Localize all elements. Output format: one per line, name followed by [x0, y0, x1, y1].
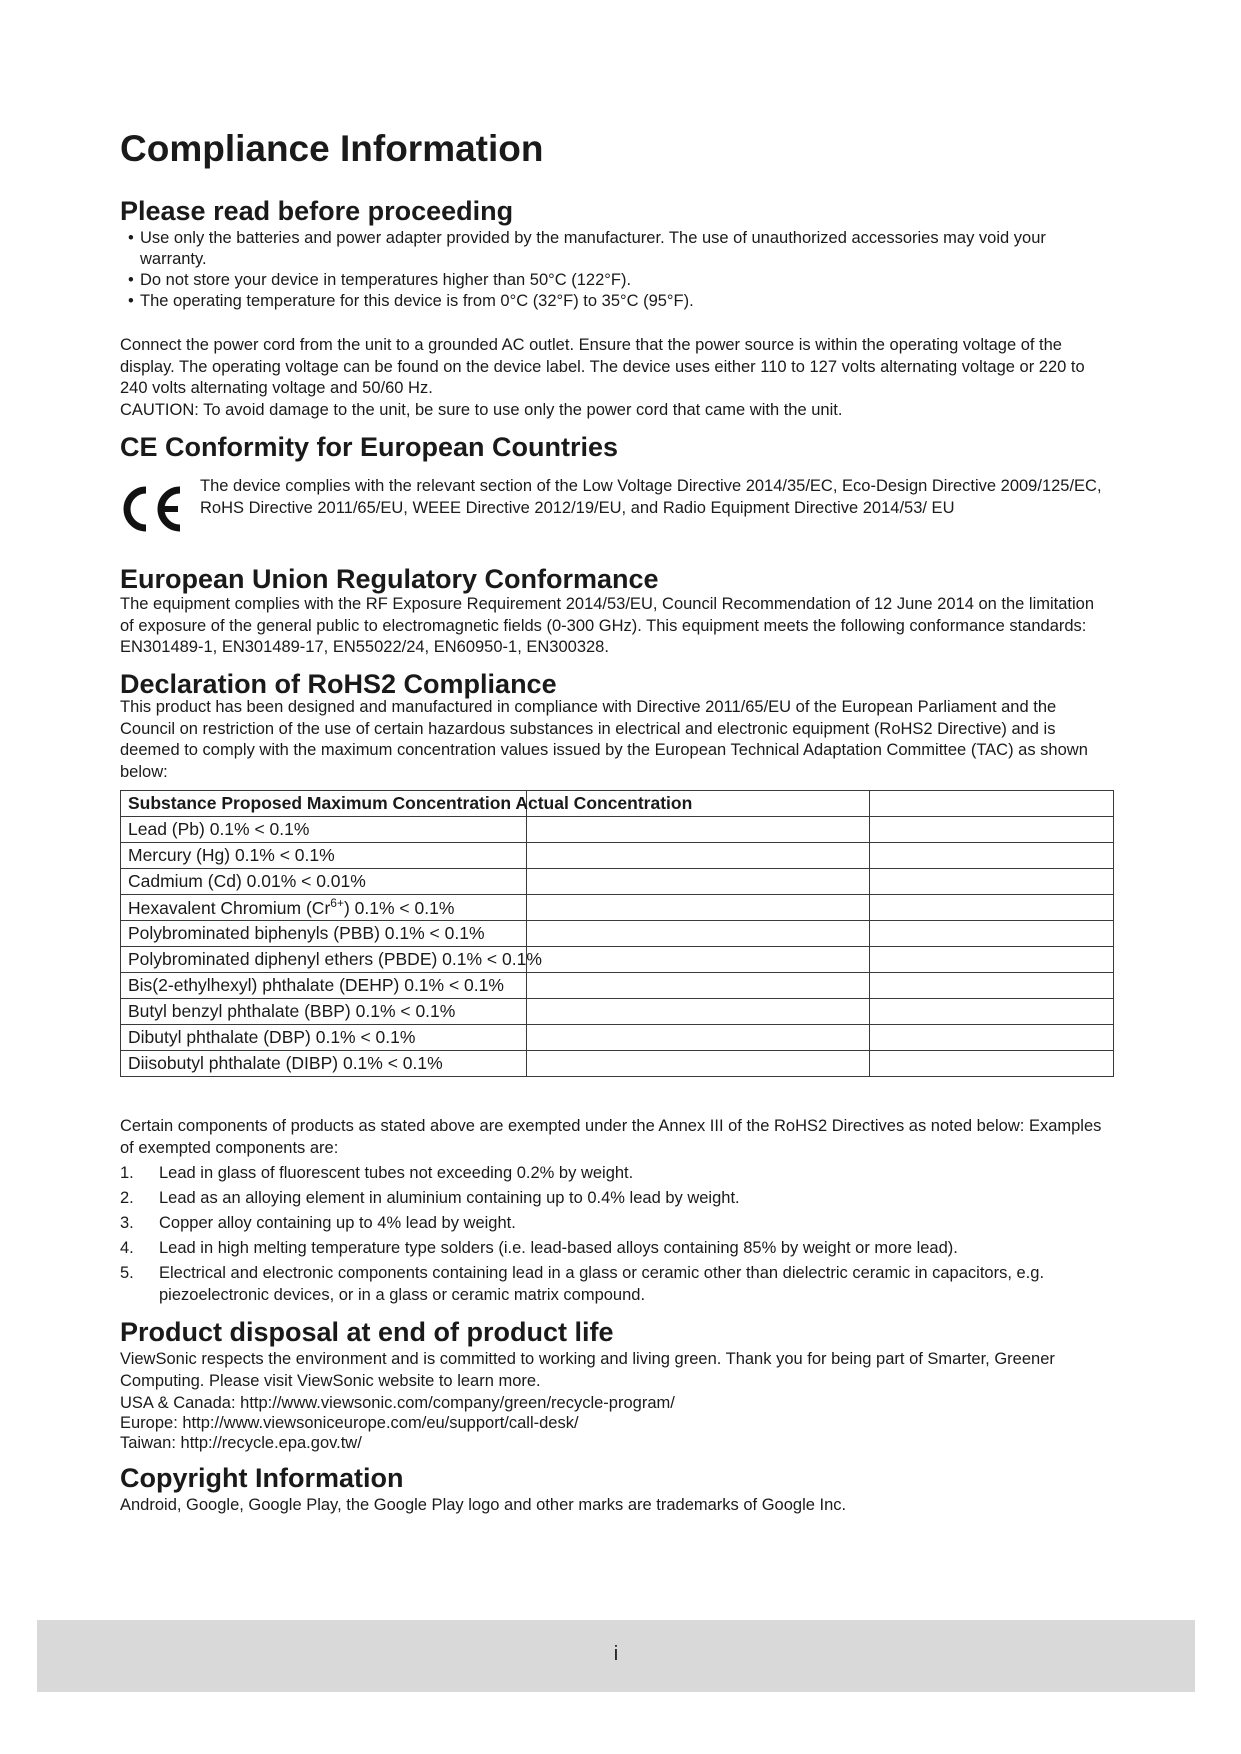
- page-footer: [37, 1620, 1195, 1692]
- page-number: i: [613, 1643, 619, 1665]
- exemptions-list: [120, 1163, 1110, 1310]
- recycle-links: [120, 1393, 1110, 1453]
- precautions-list: [120, 228, 1110, 312]
- table-cell: Dibutyl phthalate (DBP) 0.1% < 0.1%: [121, 1025, 527, 1051]
- table-row: [121, 1051, 1114, 1077]
- eu-regulatory-text: The equipment complies with the RF Exposure Requirement 2014/53/EU, Council Recommendation of 12 June 2014 on the limitation of exposure of the general public to electromagnetic fields (0-300 GHz). This equipment meets the following conformance standards: EN301489-1, EN301489-17, EN55022/24, EN60950-1, EN300328.: [120, 595, 1095, 656]
- list-item: 4. Lead in high melting temperature type solders (i.e. lead-based alloys containing 85% by weight or more lead).: [120, 1239, 958, 1257]
- ce-text: The device complies with the relevant section of the Low Voltage Directive 2014/35/EC, Eco-Design Directive 2009/125/EC, RoHS Directive 2011/65/EU, WEEE Directive 2012/19/EU, and Radio Equipment Directive 2014/53/ EU: [200, 477, 1102, 517]
- rohs-text: This product has been designed and manufactured in compliance with Directive 2011/65/EU of the European Parliament and the Council on restriction of the use of certain hazardous substances in electrical and electronic equipment (RoHS2 Directive) and is deemed to comply with the maximum concentration values issued by the European Technical Adaptation Committee (TAC) as shown below:: [120, 698, 1088, 781]
- table-row: [121, 999, 1114, 1025]
- taiwan-link[interactable]: Taiwan: http://recycle.epa.gov.tw/: [120, 1434, 362, 1452]
- table-header-row: [121, 791, 1114, 817]
- table-row: [121, 947, 1114, 973]
- table-cell: Cadmium (Cd) 0.01% < 0.01%: [121, 869, 527, 895]
- list-item: 2. Lead as an alloying element in aluminium containing up to 0.4% lead by weight.: [120, 1189, 740, 1207]
- copyright-text: Android, Google, Google Play, the Google Play logo and other marks are trademarks of Google Inc.: [120, 1496, 847, 1514]
- table-cell: Mercury (Hg) 0.1% < 0.1%: [121, 843, 527, 869]
- table-cell: Hexavalent Chromium $(Cr^{6+}) 0.1\% < 0.1\%$: [121, 895, 527, 921]
- rohs-table: [120, 790, 1114, 1077]
- table-header-cell: Substance Proposed Maximum Concentration Actual Concentration: [121, 791, 527, 817]
- caution-text: CAUTION: To avoid damage to the unit, be sure to use only the power cord that came with the unit.: [120, 401, 843, 419]
- list-item: • Use only the batteries and power adapter provided by the manufacturer. The use of unauthorized accessories may void your warranty.: [128, 229, 1046, 268]
- table-row: [121, 895, 1114, 921]
- table-row: [121, 973, 1114, 999]
- list-item: • The operating temperature for this device is from 0°C (32°F) to 35°C (95°F).: [128, 292, 694, 310]
- disposal-heading: Product disposal at end of product life: [120, 1317, 614, 1347]
- table-cell: Bis(2-ethylhexyl) phthalate (DEHP) 0.1% < 0.1%: [121, 973, 527, 999]
- eu-regulatory-heading: European Union Regulatory Conformance: [120, 564, 659, 594]
- disposal-text: ViewSonic respects the environment and is committed to working and living green. Thank you for being part of Smarter, Greener Computing. Please visit ViewSonic website to learn more.: [120, 1350, 1055, 1390]
- page-title: Compliance Information: [120, 128, 544, 169]
- table-cell: Butyl benzyl phthalate (BBP) 0.1% < 0.1%: [121, 999, 527, 1025]
- rohs-heading: Declaration of RoHS2 Compliance: [120, 669, 557, 699]
- list-item: 3. Copper alloy containing up to 4% lead by weight.: [120, 1214, 516, 1232]
- exemption-intro: Certain components of products as stated above are exempted under the Annex III of the RoHS2 Directives as noted below: Examples of exempted components are:: [120, 1117, 1102, 1157]
- table-cell: Polybrominated diphenyl ethers (PBDE) 0.1% < 0.1%: [121, 947, 527, 973]
- europe-link[interactable]: Europe: http://www.viewsoniceurope.com/eu/support/call-desk/: [120, 1414, 579, 1432]
- table-row: [121, 817, 1114, 843]
- ce-mark-logo: [120, 484, 184, 534]
- list-item: 5. Electrical and electronic components containing lead in a glass or ceramic other than dielectric ceramic in capacitors, e.g. piezoelectronic devices, or in a glass or ceramic matrix compound.: [120, 1264, 1045, 1304]
- usa-link[interactable]: USA & Canada: http://www.viewsonic.com/company/green/recycle-program/: [120, 1394, 675, 1412]
- table-cell: Lead (Pb) 0.1% < 0.1%: [121, 817, 527, 843]
- table-cell: Diisobutyl phthalate (DIBP) 0.1% < 0.1%: [121, 1051, 527, 1077]
- table-row: [121, 869, 1114, 895]
- list-item: • Do not store your device in temperatures higher than 50°C (122°F).: [128, 271, 632, 289]
- list-item: 1. Lead in glass of fluorescent tubes not exceeding 0.2% by weight.: [120, 1164, 634, 1182]
- copyright-heading: Copyright Information: [120, 1463, 404, 1493]
- table-row: [121, 921, 1114, 947]
- read-before-heading: Please read before proceeding: [120, 196, 514, 226]
- ce-heading: CE Conformity for European Countries: [120, 432, 619, 462]
- table-row: [121, 843, 1114, 869]
- table-cell: Polybrominated biphenyls (PBB) 0.1% < 0.1%: [121, 921, 527, 947]
- table-row: [121, 1025, 1114, 1051]
- power-paragraph: Connect the power cord from the unit to a grounded AC outlet. Ensure that the power source is within the operating voltage of the display. The operating voltage can be found on the device label. The device uses either 110 to 127 volts alternating voltage or 220 to 240 volts alternating voltage and 50/60 Hz.: [120, 336, 1085, 397]
